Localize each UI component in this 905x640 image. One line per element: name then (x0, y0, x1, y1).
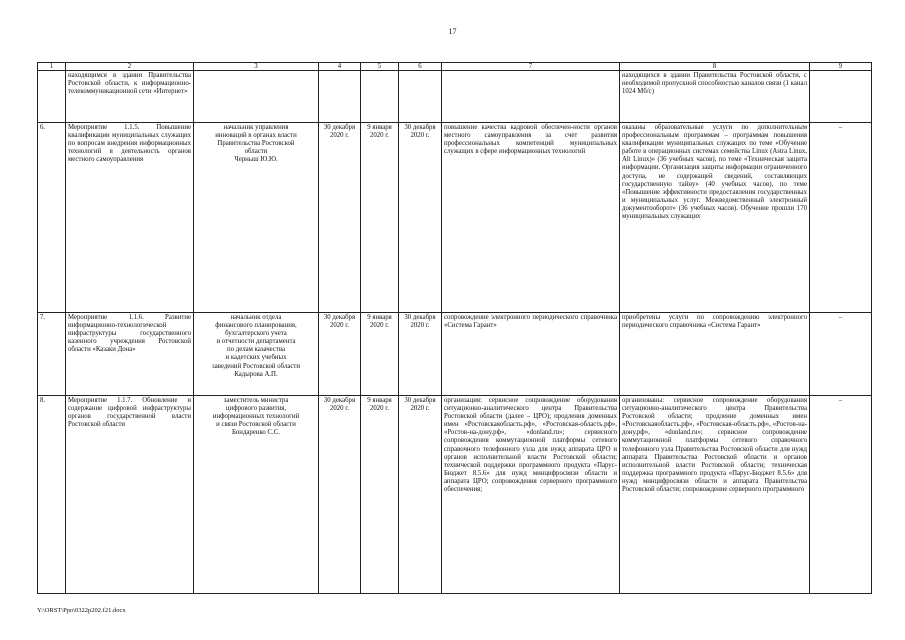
actual-result: приобретены услуги по сопровождению электронного периодического справочника «Система Гарант» (620, 313, 810, 396)
header-cell: 7 (442, 63, 620, 71)
continued-event-text: находящимся в здании Правительства Ростовской области, к информационно-телекоммуникационной сети «Интернет» (66, 71, 194, 123)
table-row (38, 396, 872, 594)
start-date: 30 декабря 2020 г. (319, 123, 361, 313)
header-cell: 2 (66, 63, 194, 71)
responsible-person: начальник управления инноваций в органах власти Правительства Ростовской области Черныш Ю.Ю. (194, 123, 319, 313)
start-date: 30 декабря 2020 г. (319, 313, 361, 396)
control-date: 30 декабря 2020 г. (399, 313, 442, 396)
page-number: 17 (448, 27, 457, 36)
event-name: Мероприятие 1.1.5. Повышение квалификации муниципальных служащих по вопросам внедрения информационных технологий в деятельность органов местного самоуправления (66, 123, 194, 313)
note: – (810, 313, 872, 396)
footer-file-path: Y:\ORST\Ppo\0322p202.f21.docx (37, 607, 126, 614)
header-cell: 9 (810, 63, 872, 71)
control-date: 30 декабря 2020 г. (399, 396, 442, 594)
event-name: Мероприятие 1.1.7. Обновление и содержание цифровой инфраструктуры органов государственной власти Ростовской области (66, 396, 194, 594)
end-date: 9 января 2020 г. (361, 313, 399, 396)
header-row (38, 63, 872, 71)
start-date: 30 декабря 2020 г. (319, 396, 361, 594)
responsible-person: заместитель министра цифрового развития, информационных технологий и связи Ростовской области Бондаренко С.С. (194, 396, 319, 594)
header-cell: 1 (38, 63, 66, 71)
actual-result: оказаны образовательные услуги по дополнительным профессиональным программам – программам повышения квалификации муниципальных служащих по теме «Обучение работе в операционных системах семейства Linux (Astra Linux, Alt Linux)» (36 учебных часов), по теме «Техническая защита информации. Организация защиты информации ограниченного доступа, не содержащей сведений, составляющих государственную тайну» (40 учебных часов), по теме «Повышение эффективности предоставления государственных и муниципальных услуг. Межведомственный электронный документооборот» (36 учебных часов). Обучение прошли 170 муниципальных служащих (620, 123, 810, 313)
row-number: 7. (38, 313, 66, 396)
end-date: 9 января 2020 г. (361, 396, 399, 594)
control-date: 30 декабря 2020 г. (399, 123, 442, 313)
header-cell: 3 (194, 63, 319, 71)
header-cell: 5 (361, 63, 399, 71)
header-cell: 6 (399, 63, 442, 71)
table-row (38, 123, 872, 313)
table-row-continued (38, 71, 872, 123)
expected-result: организация: сервисное сопровождение оборудования ситуационно-аналитического центра Правительства Ростовской области (далее – ЦРО); продления доменных имен «Ростовскаяобласть.рф», «Ростовская-область.рф», «Ростов-на-дону.рф», «donland.ru»; сервисного сопровождения коммутационной платформы сетевого справочного телефонного узла для нужд аппарата ЦРО и органов исполнительной власти Ростовской области; технической поддержки программного продукта «Парус-Бюджет 8.5.6» для нужд минцифросвязи области и аппарата ЦРО; сопровождения серверного программного обеспечения; (442, 396, 620, 594)
actual-result: организованы: сервисное сопровождение оборудования ситуационно-аналитического центра Правительства Ростовской области; продление доменных имен «Ростовскаяобласть.рф», «Ростовская-область.рф», «Ростов-на-дону.рф», «donland.ru»; сервисное сопровождение коммутационной платформы сетевого справочного телефонного узла Правительства Ростовской области для нужд аппарата Правительства Ростовской области и органов исполнительной власти Ростовской области; техническая поддержка программного продукта «Парус-Бюджет 8.5.6» для нужд минцифросвязи области и аппарата Правительства Ростовской области; сопровождение серверного программного (620, 396, 810, 594)
responsible-person: начальник отдела финансового планирования, бухгалтерского учета и отчетности департамента по делам казачества и кадетских учебных заведений Ростовской области Кадырова А.П. (194, 313, 319, 396)
continued-result-text: находящихся в здании Правительства Ростовской области, с необходимой пропускной способностью каналов связи (1 канал 1024 Мб/с) (620, 71, 810, 123)
report-table (37, 62, 872, 594)
note: – (810, 123, 872, 313)
end-date: 9 января 2020 г. (361, 123, 399, 313)
header-cell: 8 (620, 63, 810, 71)
expected-result: сопровождение электронного периодического справочника «Система Гарант» (442, 313, 620, 396)
header-cell: 4 (319, 63, 361, 71)
event-name: Мероприятие 1.1.6. Развитие информационно-технологической инфраструктуры государственного казенного учреждения Ростовской области «Казаки Дона» (66, 313, 194, 396)
row-number: 6. (38, 123, 66, 313)
note: – (810, 396, 872, 594)
expected-result: повышение качества кадровой обеспечен-ности органов местного самоуправления за счет развития профессиональных компетенций муниципальных служащих в сфере информационных технологий (442, 123, 620, 313)
row-number: 8. (38, 396, 66, 594)
table-row (38, 313, 872, 396)
